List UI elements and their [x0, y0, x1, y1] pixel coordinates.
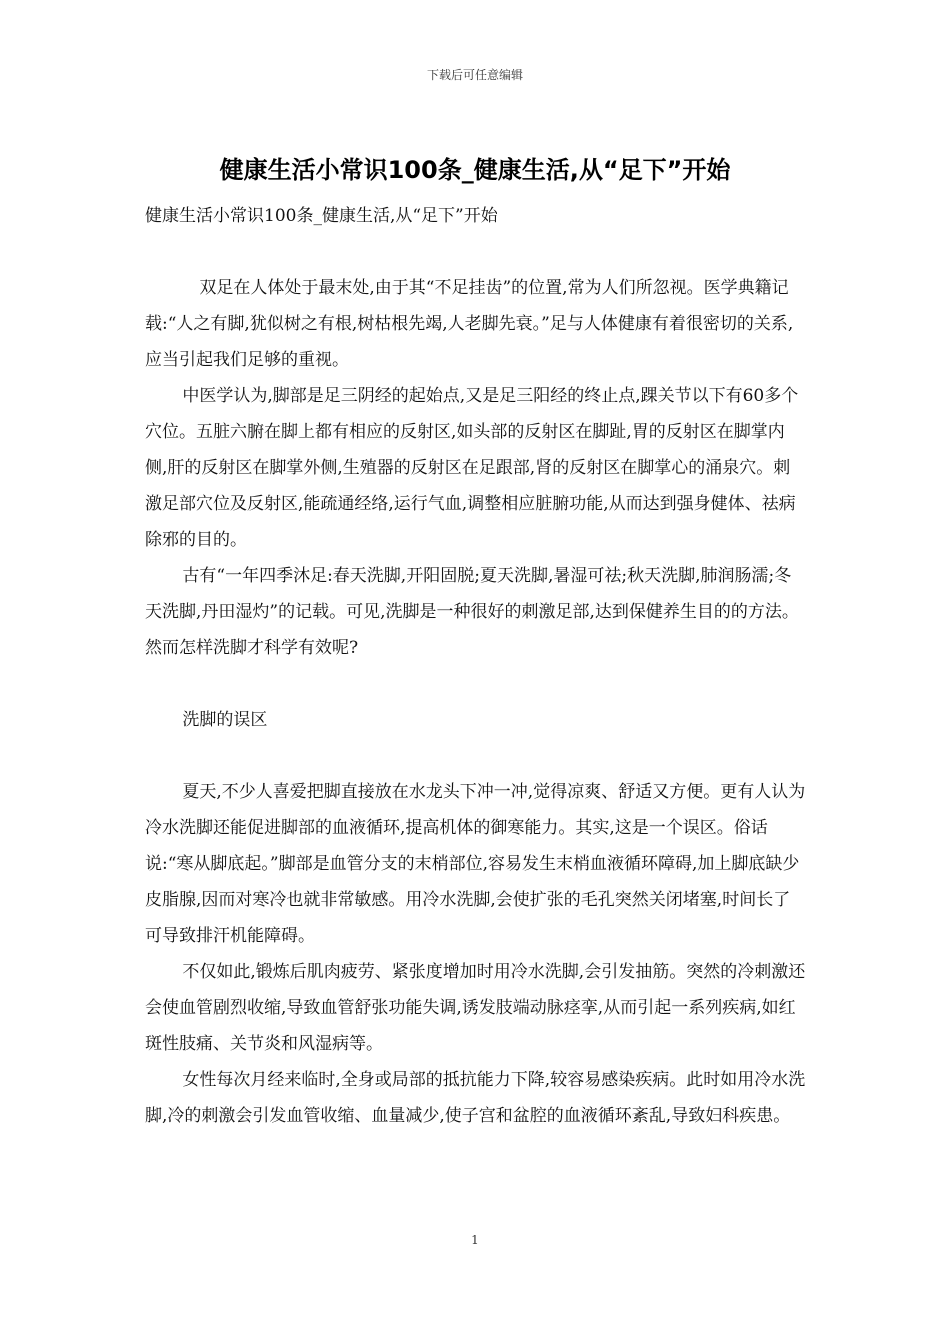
spacer [145, 234, 807, 270]
spacer [145, 666, 807, 702]
paragraph-6: 女性每次月经来临时,全身或局部的抵抗能力下降,较容易感染疾病。此时如用冷水洗脚,冷的刺激会引发血管收缩、血量减少,使子宫和盆腔的血液循环紊乱,导致妇科疾患。 [145, 1070, 806, 1126]
spacer [145, 738, 807, 774]
subtitle: 健康生活小常识100条_健康生活,从“足下”开始 [145, 206, 498, 226]
paragraph-5: 不仅如此,锻炼后肌肉疲劳、紧张度增加时用冷水洗脚,会引发抽筋。突然的冷刺激还会使血管剧烈收缩,导致血管舒张功能失调,诱发肢端动脉痉挛,从而引起一系列疾病,如红斑性肢痛、关节炎和风湿病等。 [145, 962, 806, 1054]
paragraph-1: 双足在人体处于最末处,由于其“不足挂齿”的位置,常为人们所忽视。医学典籍记载:“人之有脚,犹似树之有根,树枯根先竭,人老脚先衰。”足与人体健康有着很密切的关系,应当引起我们足够的重视。 [145, 278, 794, 370]
document-title: 健康生活小常识100条_健康生活,从“足下”开始 [219, 156, 731, 184]
document-body [145, 198, 807, 1134]
section-heading: 洗脚的误区 [182, 710, 268, 730]
page-number: 1 [471, 1233, 479, 1247]
paragraph-4: 夏天,不少人喜爱把脚直接放在水龙头下冲一冲,觉得凉爽、舒适又方便。更有人认为冷水洗脚还能促进脚部的血液循环,提高机体的御寒能力。其实,这是一个误区。俗话说:“寒从脚底起。”脚部是血管分支的末梢部位,容易发生末梢血液循环障碍,加上脚底缺少皮脂腺,因而对寒冷也就非常敏感。用冷水洗脚,会使扩张的毛孔突然关闭堵塞,时间长了可导致排汗机能障碍。 [145, 782, 806, 946]
paragraph-2: 中医学认为,脚部是足三阴经的起始点,又是足三阳经的终止点,踝关节以下有60多个穴位。五脏六腑在脚上都有相应的反射区,如头部的反射区在脚趾,胃的反射区在脚掌内侧,肝的反射区在脚掌外侧,生殖器的反射区在足跟部,肾的反射区在脚掌心的涌泉穴。刺激足部穴位及反射区,能疏通经络,运行气血,调整相应脏腑功能,从而达到强身健体、祛病除邪的目的。 [145, 386, 799, 550]
header-note: 下载后可任意编辑 [426, 68, 523, 82]
paragraph-3: 古有“一年四季沐足:春天洗脚,开阳固脱;夏天洗脚,暑湿可祛;秋天洗脚,肺润肠濡;冬天洗脚,丹田湿灼”的记载。可见,洗脚是一种很好的刺激足部,达到保健养生目的的方法。然而怎样洗脚才科学有效呢? [145, 566, 799, 658]
